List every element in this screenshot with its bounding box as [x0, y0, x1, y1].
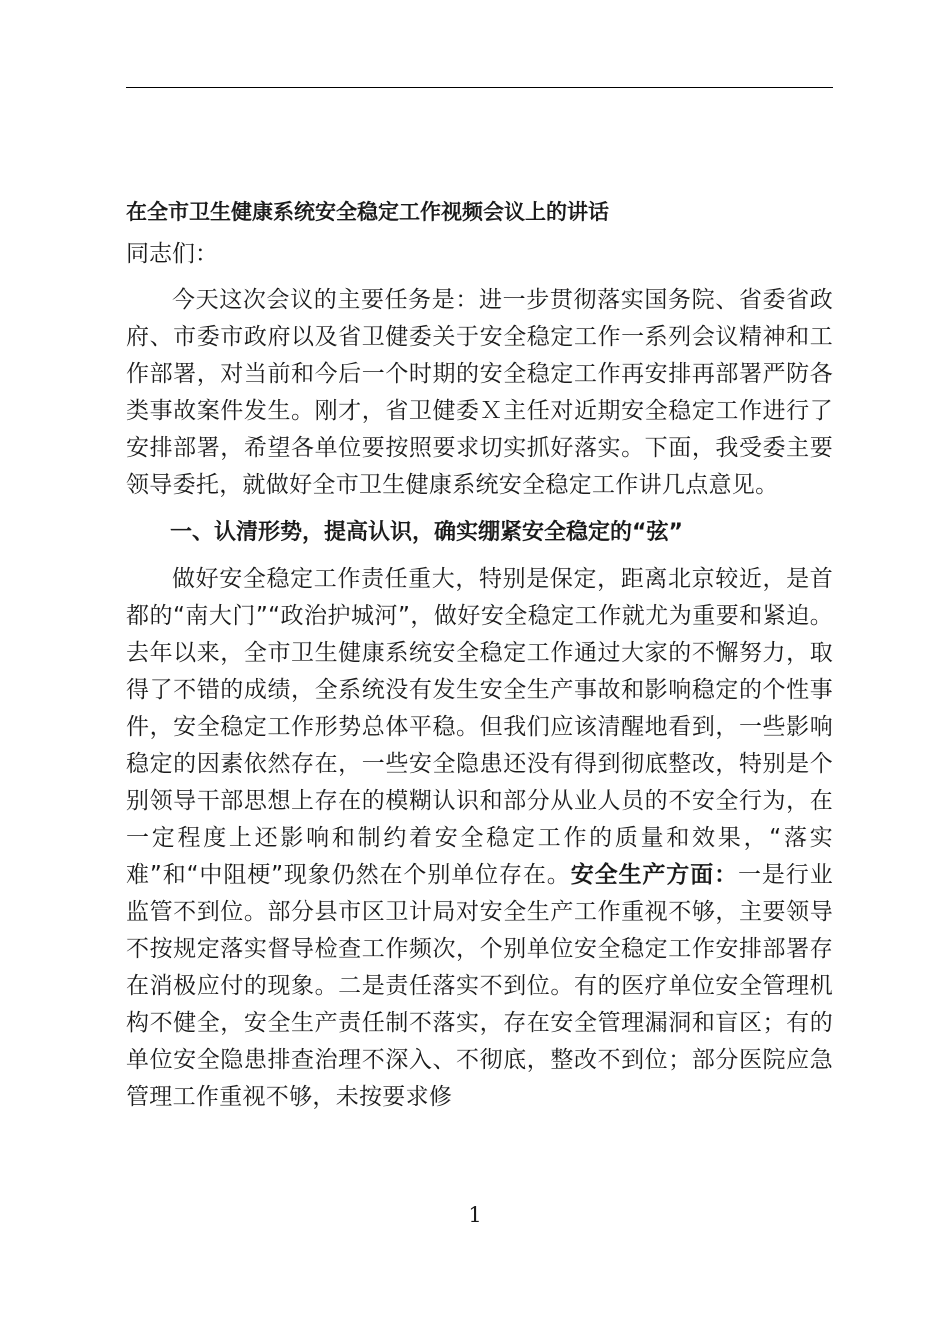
- intro-paragraph: 今天这次会议的主要任务是：进一步贯彻落实国务院、省委省政府、市委市政府以及省卫健委关于安全稳定工作一系列会议精神和工作部署，对当前和今后一个时期的安全稳定工作再安排再部署严防各类事故案件发生。刚才，省卫健委Ｘ主任对近期安全稳定工作进行了安排部署，希望各单位要按照要求切实抓好落实。下面，我受委主要领导委托，就做好全市卫生健康系统安全稳定工作讲几点意见。: [126, 287, 833, 498]
- section-1-paragraph: [126, 561, 833, 1116]
- section-1-text-a: 做好安全稳定工作责任重大，特别是保定，距离北京较近，是首都的“南大门”“政治护城河”，做好安全稳定工作就尤为重要和紧迫。去年以来，全市卫生健康系统安全稳定工作通过大家的不懈努力，取得了不错的成绩，全系统没有发生安全生产事故和影响稳定的个性事件，安全稳定工作形势总体平稳。但我们应该清醒地看到，一些影响稳定的因素依然存在，一些安全隐患还没有得到彻底整改，特别是个别领导干部思想上存在的模糊认识和部分从业人员的不安全行为，在一定程度上还影响和制约着安全稳定工作的质量和效果，“落实难”和“中阻梗”现象仍然在个别单位存在。: [126, 566, 833, 888]
- section-1-text-b: 一是行业监管不到位。部分县市区卫计局对安全生产工作重视不够，主要领导不按规定落实督导检查工作频次，个别单位安全稳定工作安排部署存在消极应付的现象。二是责任落实不到位。有的医疗单位安全管理机构不健全，安全生产责任制不落实，存在安全管理漏洞和盲区；有的单位安全隐患排查治理不深入、不彻底，整改不到位；部分医院应急管理工作重视不够，未按要求修: [126, 862, 834, 1110]
- header-rule: [126, 87, 833, 88]
- salutation: 同志们：: [126, 241, 218, 267]
- section-heading-1: 一、认清形势，提高认识，确实绷紧安全稳定的“弦”: [170, 520, 683, 545]
- document-title: 在全市卫生健康系统安全稳定工作视频会议上的讲话: [126, 200, 609, 224]
- document-body: [126, 192, 833, 1116]
- page-number: 1: [468, 1203, 482, 1227]
- safety-production-label: 安全生产方面：: [570, 862, 739, 888]
